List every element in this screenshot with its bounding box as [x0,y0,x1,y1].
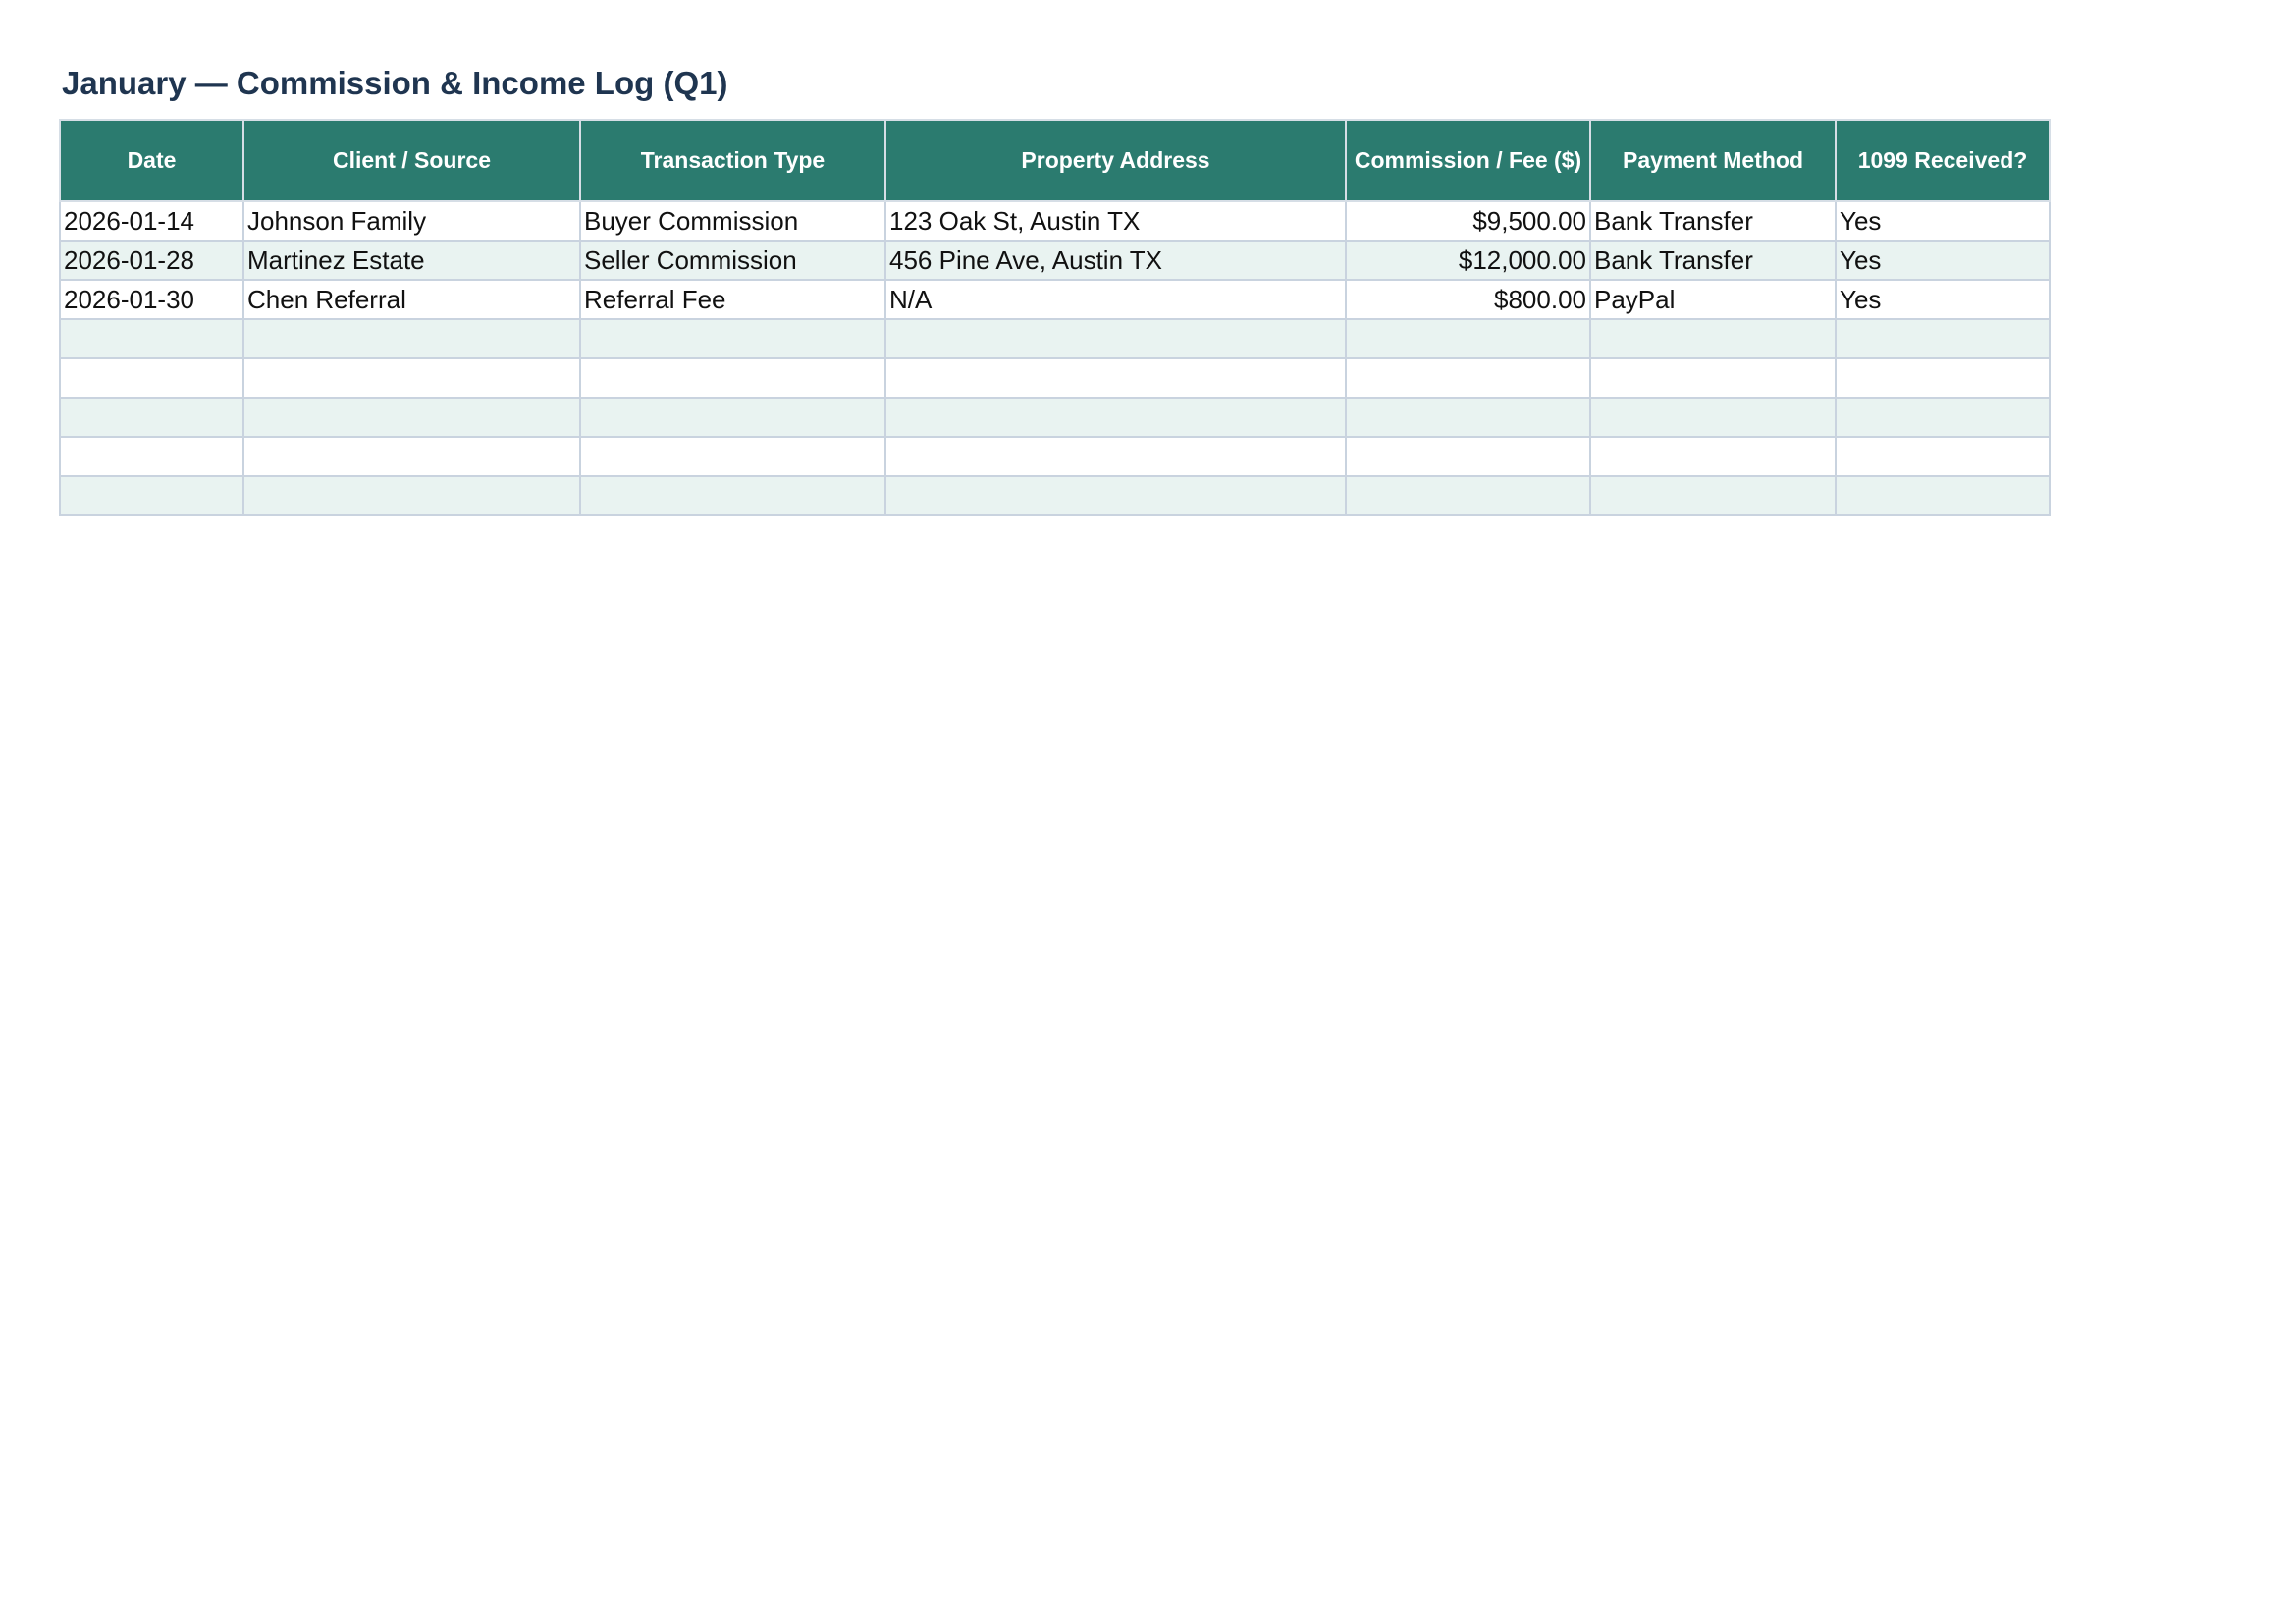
header-row [60,120,2050,201]
cell-commission-fee[interactable]: $12,000.00 [1346,241,1590,280]
cell-transaction-type[interactable] [580,398,885,437]
cell-1099-received[interactable] [1836,476,2050,515]
cell-client-source[interactable]: Johnson Family [243,201,580,241]
cell-commission-fee[interactable] [1346,398,1590,437]
header-transaction-type[interactable]: Transaction Type [580,120,885,201]
cell-1099-received[interactable]: Yes [1836,201,2050,241]
cell-1099-received[interactable] [1836,437,2050,476]
cell-date[interactable]: 2026-01-30 [60,280,243,319]
cell-client-source[interactable] [243,476,580,515]
table-row [60,319,2050,358]
cell-transaction-type[interactable]: Referral Fee [580,280,885,319]
header-1099-received[interactable]: 1099 Received? [1836,120,2050,201]
cell-transaction-type[interactable] [580,476,885,515]
header-payment-method[interactable]: Payment Method [1590,120,1836,201]
cell-client-source[interactable] [243,358,580,398]
cell-date[interactable] [60,476,243,515]
cell-commission-fee[interactable] [1346,319,1590,358]
cell-payment-method[interactable]: Bank Transfer [1590,201,1836,241]
cell-date[interactable] [60,358,243,398]
commission-income-table [59,119,2051,516]
cell-property-address[interactable]: 456 Pine Ave, Austin TX [885,241,1346,280]
cell-payment-method[interactable]: PayPal [1590,280,1836,319]
cell-date[interactable] [60,437,243,476]
cell-payment-method[interactable] [1590,358,1836,398]
table-row [60,358,2050,398]
cell-property-address[interactable] [885,437,1346,476]
cell-commission-fee[interactable]: $800.00 [1346,280,1590,319]
cell-1099-received[interactable]: Yes [1836,241,2050,280]
header-date[interactable]: Date [60,120,243,201]
cell-payment-method[interactable] [1590,476,1836,515]
cell-property-address[interactable] [885,358,1346,398]
cell-payment-method[interactable] [1590,437,1836,476]
cell-transaction-type[interactable]: Seller Commission [580,241,885,280]
table-row [60,241,2050,280]
header-property-address[interactable]: Property Address [885,120,1346,201]
cell-date[interactable] [60,319,243,358]
cell-transaction-type[interactable]: Buyer Commission [580,201,885,241]
cell-commission-fee[interactable]: $9,500.00 [1346,201,1590,241]
cell-transaction-type[interactable] [580,437,885,476]
cell-payment-method[interactable]: Bank Transfer [1590,241,1836,280]
cell-property-address[interactable] [885,476,1346,515]
cell-1099-received[interactable] [1836,398,2050,437]
cell-property-address[interactable]: N/A [885,280,1346,319]
header-client-source[interactable]: Client / Source [243,120,580,201]
cell-1099-received[interactable] [1836,319,2050,358]
table-row [60,201,2050,241]
table-row [60,437,2050,476]
cell-date[interactable]: 2026-01-14 [60,201,243,241]
header-commission-fee[interactable]: Commission / Fee ($) [1346,120,1590,201]
cell-payment-method[interactable] [1590,398,1836,437]
cell-commission-fee[interactable] [1346,358,1590,398]
cell-client-source[interactable]: Chen Referral [243,280,580,319]
cell-commission-fee[interactable] [1346,476,1590,515]
cell-client-source[interactable]: Martinez Estate [243,241,580,280]
table-row [60,280,2050,319]
cell-transaction-type[interactable] [580,358,885,398]
sheet-title: January — Commission & Income Log (Q1) [62,65,728,101]
cell-client-source[interactable] [243,437,580,476]
cell-property-address[interactable] [885,319,1346,358]
cell-client-source[interactable] [243,398,580,437]
cell-1099-received[interactable] [1836,358,2050,398]
cell-date[interactable] [60,398,243,437]
cell-commission-fee[interactable] [1346,437,1590,476]
cell-payment-method[interactable] [1590,319,1836,358]
cell-transaction-type[interactable] [580,319,885,358]
cell-property-address[interactable] [885,398,1346,437]
table-row [60,476,2050,515]
cell-property-address[interactable]: 123 Oak St, Austin TX [885,201,1346,241]
cell-client-source[interactable] [243,319,580,358]
cell-date[interactable]: 2026-01-28 [60,241,243,280]
cell-1099-received[interactable]: Yes [1836,280,2050,319]
table-row [60,398,2050,437]
